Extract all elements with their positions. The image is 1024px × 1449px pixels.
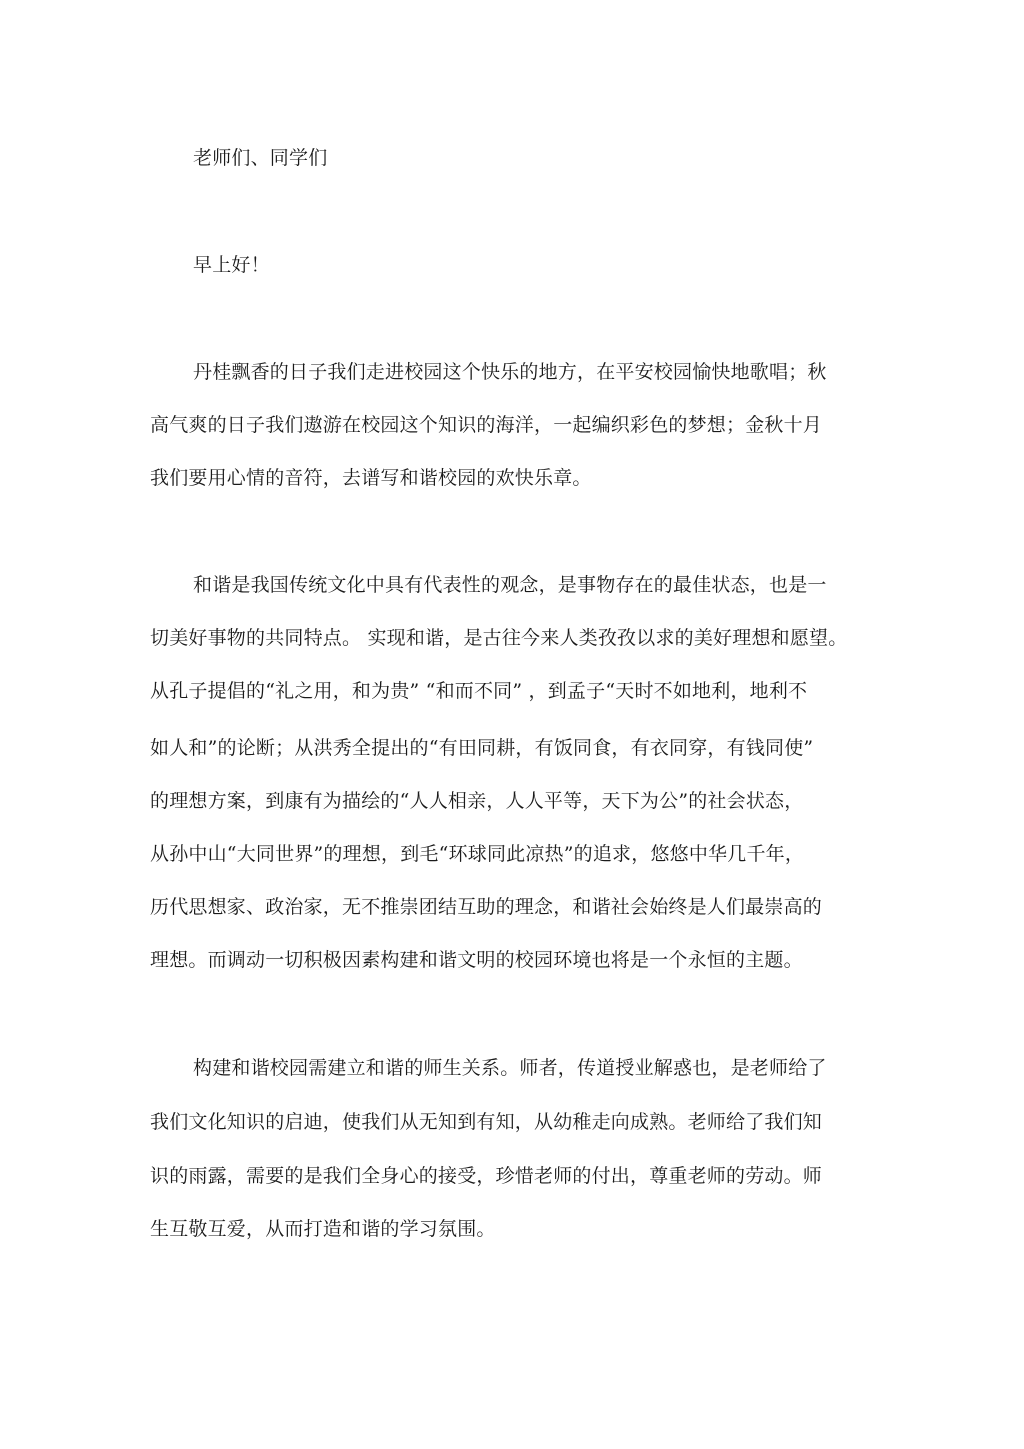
paragraph-line: 丹桂飘香的日子我们走进校园这个快乐的地方，在平安校园愉快地歌唱；秋 [193, 361, 827, 383]
paragraph-line: 如人和”的论断；从洪秀全提出的“有田同耕，有饭同食，有衣同穿，有钱同使” [150, 737, 814, 759]
paragraph-line: 生互敬互爱，从而打造和谐的学习氛围。 [150, 1218, 496, 1240]
paragraph-line: 和谐是我国传统文化中具有代表性的观念，是事物存在的最佳状态，也是一 [193, 574, 827, 596]
paragraph-line: 的理想方案，到康有为描绘的“人人相亲，人人平等，天下为公”的社会状态， [150, 790, 804, 812]
paragraph-line: 识的雨露，需要的是我们全身心的接受，珍惜老师的付出，尊重老师的劳动。师 [150, 1165, 823, 1187]
paragraph-line: 历代思想家、政治家，无不推崇团结互助的理念，和谐社会始终是人们最崇高的 [150, 896, 823, 918]
paragraph-line: 高气爽的日子我们遨游在校园这个知识的海洋，一起编织彩色的梦想；金秋十月 [150, 414, 823, 436]
paragraph-line: 我们要用心情的音符，去谱写和谐校园的欢快乐章。 [150, 467, 592, 489]
paragraph-line: 切美好事物的共同特点。 实现和谐，是古往今来人类孜孜以求的美好理想和愿望。 [150, 627, 848, 649]
paragraph-line: 我们文化知识的启迪，使我们从无知到有知，从幼稚走向成熟。老师给了我们知 [150, 1111, 823, 1133]
greeting: 早上好！ [193, 254, 270, 276]
paragraph-line: 从孙中山“大同世界”的理想，到毛“环球同此凉热”的追求，悠悠中华几千年， [150, 843, 805, 865]
salutation: 老师们、同学们 [193, 147, 328, 169]
paragraph-line: 理想。而调动一切积极因素构建和谐文明的校园环境也将是一个永恒的主题。 [150, 949, 803, 971]
paragraph-line: 构建和谐校园需建立和谐的师生关系。师者，传道授业解惑也，是老师给了 [193, 1057, 827, 1079]
paragraph-line: 从孔子提倡的“礼之用，和为贵” “和而不同” ，到孟子“天时不如地利，地利不 [150, 680, 808, 702]
